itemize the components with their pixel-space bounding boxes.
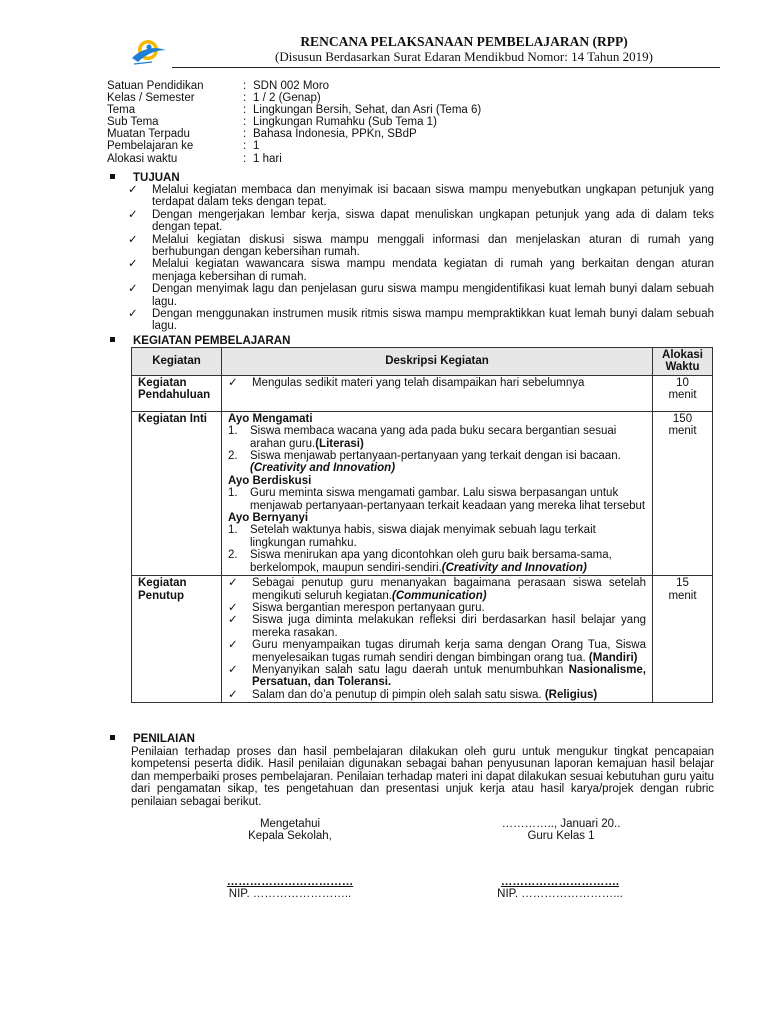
pendahuluan-time	[653, 375, 713, 411]
identity-label: Satuan Pendidikan	[107, 80, 204, 92]
inti-deskripsi	[222, 411, 653, 575]
table-header-row	[132, 348, 713, 376]
inti-time	[653, 411, 713, 575]
character-tag: (Religius)	[544, 688, 598, 701]
check-icon: ✓	[228, 577, 238, 590]
pendahuluan-item-text: Mengulas sedikit materi yang telah disampaikan hari sebelumnya	[252, 376, 585, 389]
header-kegiatan: Kegiatan	[132, 348, 222, 376]
identity-row	[107, 140, 481, 152]
penutup-item-text	[252, 639, 646, 664]
inti-item-body: Siswa membaca wacana yang ada pada buku secara bergantian sesuai arahan guru.	[250, 425, 617, 450]
list-item	[228, 549, 646, 574]
pendahuluan-deskripsi	[222, 375, 653, 411]
time-value: 15	[676, 577, 689, 590]
header-alokasi: Alokasi Waktu	[653, 348, 713, 376]
kegiatan-heading-text: KEGIATAN PEMBELAJARAN	[133, 335, 291, 347]
table-row	[132, 375, 713, 411]
character-tag: (Creativity and Innovation)	[441, 561, 587, 574]
check-icon: ✓	[228, 376, 238, 389]
list-item	[228, 689, 646, 701]
penutup-deskripsi	[222, 576, 653, 703]
signature-left-line1: Mengetahui	[259, 818, 321, 830]
signature-right-block	[470, 876, 650, 901]
penutup-item-text	[252, 577, 646, 602]
signature-right-header	[476, 818, 646, 843]
penutup-item-body: Salam dan do’a penutup di pimpin oleh salah satu siswa.	[252, 688, 542, 701]
identity-value: 1 / 2 (Genap)	[253, 92, 321, 105]
identity-label: Muatan Terpadu	[107, 128, 190, 141]
document-subtitle: (Disusun Berdasarkan Surat Edaran Mendikbud Nomor: 14 Tahun 2019)	[275, 49, 653, 64]
penutup-item-text	[252, 664, 646, 689]
identity-label: Alokasi waktu	[107, 152, 178, 165]
header-divider	[172, 67, 720, 68]
identity-colon: :	[243, 80, 247, 92]
list-item	[228, 450, 646, 475]
identity-value: 1 hari	[253, 152, 282, 165]
identity-label: Tema	[107, 104, 136, 117]
check-icon: ✓	[128, 308, 138, 321]
inti-item-text	[250, 425, 646, 450]
header-deskripsi: Deskripsi Kegiatan	[222, 348, 653, 376]
time-value: 150	[672, 412, 693, 425]
identity-label: Pembelajaran ke	[107, 140, 194, 153]
table-row	[132, 411, 713, 575]
identity-row	[107, 80, 481, 92]
tujuan-item-text: Dengan mengerjakan lembar kerja, siswa dapat menuliskan ungkapan petunjuk yang ada di dalam teks dengan tepat.	[152, 208, 714, 234]
time-unit: menit	[668, 389, 697, 402]
penutup-item-text: Siswa juga diminta melakukan refleksi diri berdasarkan hasil belajar yang mereka rasakan.	[252, 614, 646, 639]
list-item	[228, 577, 646, 602]
penutup-item-body: Menyanyikan salah satu lagu daerah untuk menumbuhkan	[252, 663, 564, 676]
ayo-mengamati-heading: Ayo Mengamati	[228, 412, 313, 425]
penutup-item-text: Siswa bergantian merespon pertanyaan guru.	[252, 601, 485, 614]
check-icon: ✓	[128, 283, 138, 296]
list-item	[228, 614, 646, 639]
list-number: 2.	[228, 549, 238, 562]
identity-label: Sub Tema	[107, 116, 159, 129]
list-item	[228, 524, 646, 549]
character-tag: (Literasi)	[315, 437, 364, 450]
penutup-time	[653, 576, 713, 703]
identity-row	[107, 92, 481, 104]
time-unit: menit	[668, 425, 697, 438]
penilaian-paragraph: Penilaian terhadap proses dan hasil pembelajaran dilakukan oleh guru untuk mengukur tingkat pencapaian kompetensi peserta didik. Hasil penilaian digunakan sebagai bahan penyusunan laporan kemajuan hasil belajar dan memperbaiki proses pembelajaran. Penilaian terhadap materi ini dapat dilakukan sesuai kebutuhan guru yaitu dari pengamatan sikap, tes pengetahuan dan presentasi unjuk kerja atau hasil karya/projek dengan rubric penilaian sebagai berikut.	[131, 746, 714, 808]
ayo-bernyanyi-heading: Ayo Bernyanyi	[228, 512, 309, 525]
kegiatan-penutup-name: Kegiatan Penutup	[132, 576, 222, 703]
signature-left-header	[210, 818, 370, 843]
list-item	[128, 184, 714, 209]
bullet-square-icon	[110, 174, 115, 179]
identity-colon: :	[243, 152, 247, 165]
identity-colon: :	[243, 104, 247, 117]
ayo-berdiskusi-heading: Ayo Berdiskusi	[228, 474, 312, 487]
identity-colon: :	[243, 116, 247, 129]
identity-label: Kelas / Semester	[107, 92, 195, 105]
tujuan-heading	[110, 172, 180, 184]
signature-right-name: ………………………….	[500, 876, 620, 888]
time-unit: menit	[668, 589, 697, 602]
list-item	[228, 639, 646, 664]
character-tag: (Communication)	[392, 589, 487, 602]
character-tag: (Creativity and Innovation)	[250, 462, 396, 475]
list-item	[128, 283, 714, 308]
list-item	[128, 234, 714, 259]
identity-value: Lingkungan Bersih, Sehat, dan Asri (Tema 6)	[253, 104, 482, 117]
document-title: RENCANA PELAKSANAAN PEMBELAJARAN (RPP)	[300, 34, 628, 49]
identity-row	[107, 104, 481, 116]
signature-left-block	[200, 876, 380, 901]
check-icon: ✓	[128, 184, 138, 196]
check-icon: ✓	[228, 688, 238, 701]
signature-right-line2: Guru Kelas 1	[527, 830, 595, 843]
identity-value: Bahasa Indonesia, PPKn, SBdP	[253, 128, 417, 141]
penutup-item-body: Guru menyampaikan tugas dirumah kerja sama dengan Orang Tua, Siswa menyelesaikan tugas rumah sendiri dengan bimbingan orang tua.	[252, 639, 646, 664]
inti-item-body: Siswa menirukan apa yang dicontohkan oleh guru baik bersama-sama, berkelompok, maupun sendiri-sendiri.	[250, 549, 612, 574]
tujuan-item-text: Melalui kegiatan membaca dan menyimak isi bacaan siswa mampu menyebutkan ungkapan petunjuk yang terdapat dalam teks dengan tepat.	[152, 184, 714, 209]
tujuan-item-text: Melalui kegiatan wawancara siswa mampu mendata kegiatan di rumah yang berkaitan dengan aturan menjaga kebersihan di rumah.	[152, 258, 714, 283]
kegiatan-inti-name: Kegiatan Inti	[132, 411, 222, 575]
bullet-square-icon	[110, 735, 115, 740]
list-item	[228, 425, 646, 450]
check-icon: ✓	[128, 233, 138, 246]
list-number: 2.	[228, 450, 238, 463]
identity-row	[107, 116, 481, 128]
tujuan-item-text: Dengan menggunakan instrumen musik ritmis siswa mampu mempraktikkan kuat lemah bunyi dalam sebuah lagu.	[152, 308, 714, 333]
identity-value: 1	[253, 140, 260, 153]
list-number: 1.	[228, 425, 238, 438]
inti-item-text: Guru meminta siswa mengamati gambar. Lalu siswa berpasangan untuk menjawab pertanyaan-pertanyaan terkait keadaan yang mereka lihat tersebut	[250, 487, 646, 512]
tujuan-heading-text: TUJUAN	[133, 172, 180, 184]
penutup-item-text	[252, 689, 597, 701]
signature-left-name: ……………………………	[226, 876, 354, 888]
tujuan-item-text: Melalui kegiatan diskusi siswa mampu menggali informasi dan menjelaskan aturan di rumah yang berhubungan dengan kebersihan rumah.	[152, 233, 714, 259]
list-item	[228, 664, 646, 689]
list-item	[228, 377, 646, 389]
inti-item-text	[250, 549, 646, 574]
identity-block	[107, 80, 481, 165]
check-icon: ✓	[228, 639, 238, 652]
penilaian-heading-text: PENILAIAN	[133, 733, 195, 745]
check-icon: ✓	[228, 663, 238, 676]
list-number: 1.	[228, 487, 238, 500]
time-value: 10	[676, 376, 689, 389]
inti-item-text	[250, 450, 646, 475]
signature-right-line1: ………….., Januari 20..	[501, 818, 621, 830]
identity-row	[107, 128, 481, 140]
penilaian-heading	[110, 733, 195, 745]
identity-colon: :	[243, 92, 247, 105]
list-number: 1.	[228, 524, 238, 537]
penutup-item-body: Sebagai penutup guru menanyakan bagaimana perasaan siswa setelah mengikuti seluruh kegiatan.	[252, 577, 646, 602]
kegiatan-pendahuluan-name: Kegiatan Pendahuluan	[132, 375, 222, 411]
kegiatan-heading	[110, 335, 290, 347]
list-item	[128, 209, 714, 234]
bullet-square-icon	[110, 337, 115, 342]
signature-right-nip: NIP. ……………………...	[497, 888, 623, 901]
character-tag: (Mandiri)	[588, 651, 638, 664]
check-icon: ✓	[128, 258, 138, 271]
kegiatan-table	[131, 347, 713, 703]
signature-left-line2: Kepala Sekolah,	[248, 830, 332, 843]
inti-item-body: Siswa menjawab pertanyaan-pertanyaan yang terkait dengan isi bacaan.	[250, 450, 621, 463]
list-item	[228, 487, 646, 512]
check-icon: ✓	[228, 614, 238, 627]
check-icon: ✓	[128, 208, 138, 221]
character-tag: Nasionalisme, Persatuan, dan Toleransi.	[252, 663, 646, 689]
list-item	[228, 602, 646, 614]
identity-colon: :	[243, 128, 247, 141]
list-item	[128, 258, 714, 283]
tujuan-list	[128, 184, 714, 333]
identity-value: SDN 002 Moro	[253, 80, 330, 92]
identity-value: Lingkungan Rumahku (Sub Tema 1)	[253, 116, 437, 129]
tujuan-item-text: Dengan menyimak lagu dan penjelasan guru siswa mampu mengidentifikasi kuat lemah bunyi dalam sebuah lagu.	[152, 283, 714, 308]
identity-row	[107, 153, 481, 165]
table-row	[132, 576, 713, 703]
check-icon: ✓	[228, 601, 238, 614]
signature-left-nip: NIP. ……………………..	[228, 888, 352, 901]
identity-colon: :	[243, 140, 247, 153]
list-item	[128, 308, 714, 333]
inti-item-text: Setelah waktunya habis, siswa diajak menyimak sebuah lagu terkait lingkungan rumahku.	[250, 524, 596, 549]
